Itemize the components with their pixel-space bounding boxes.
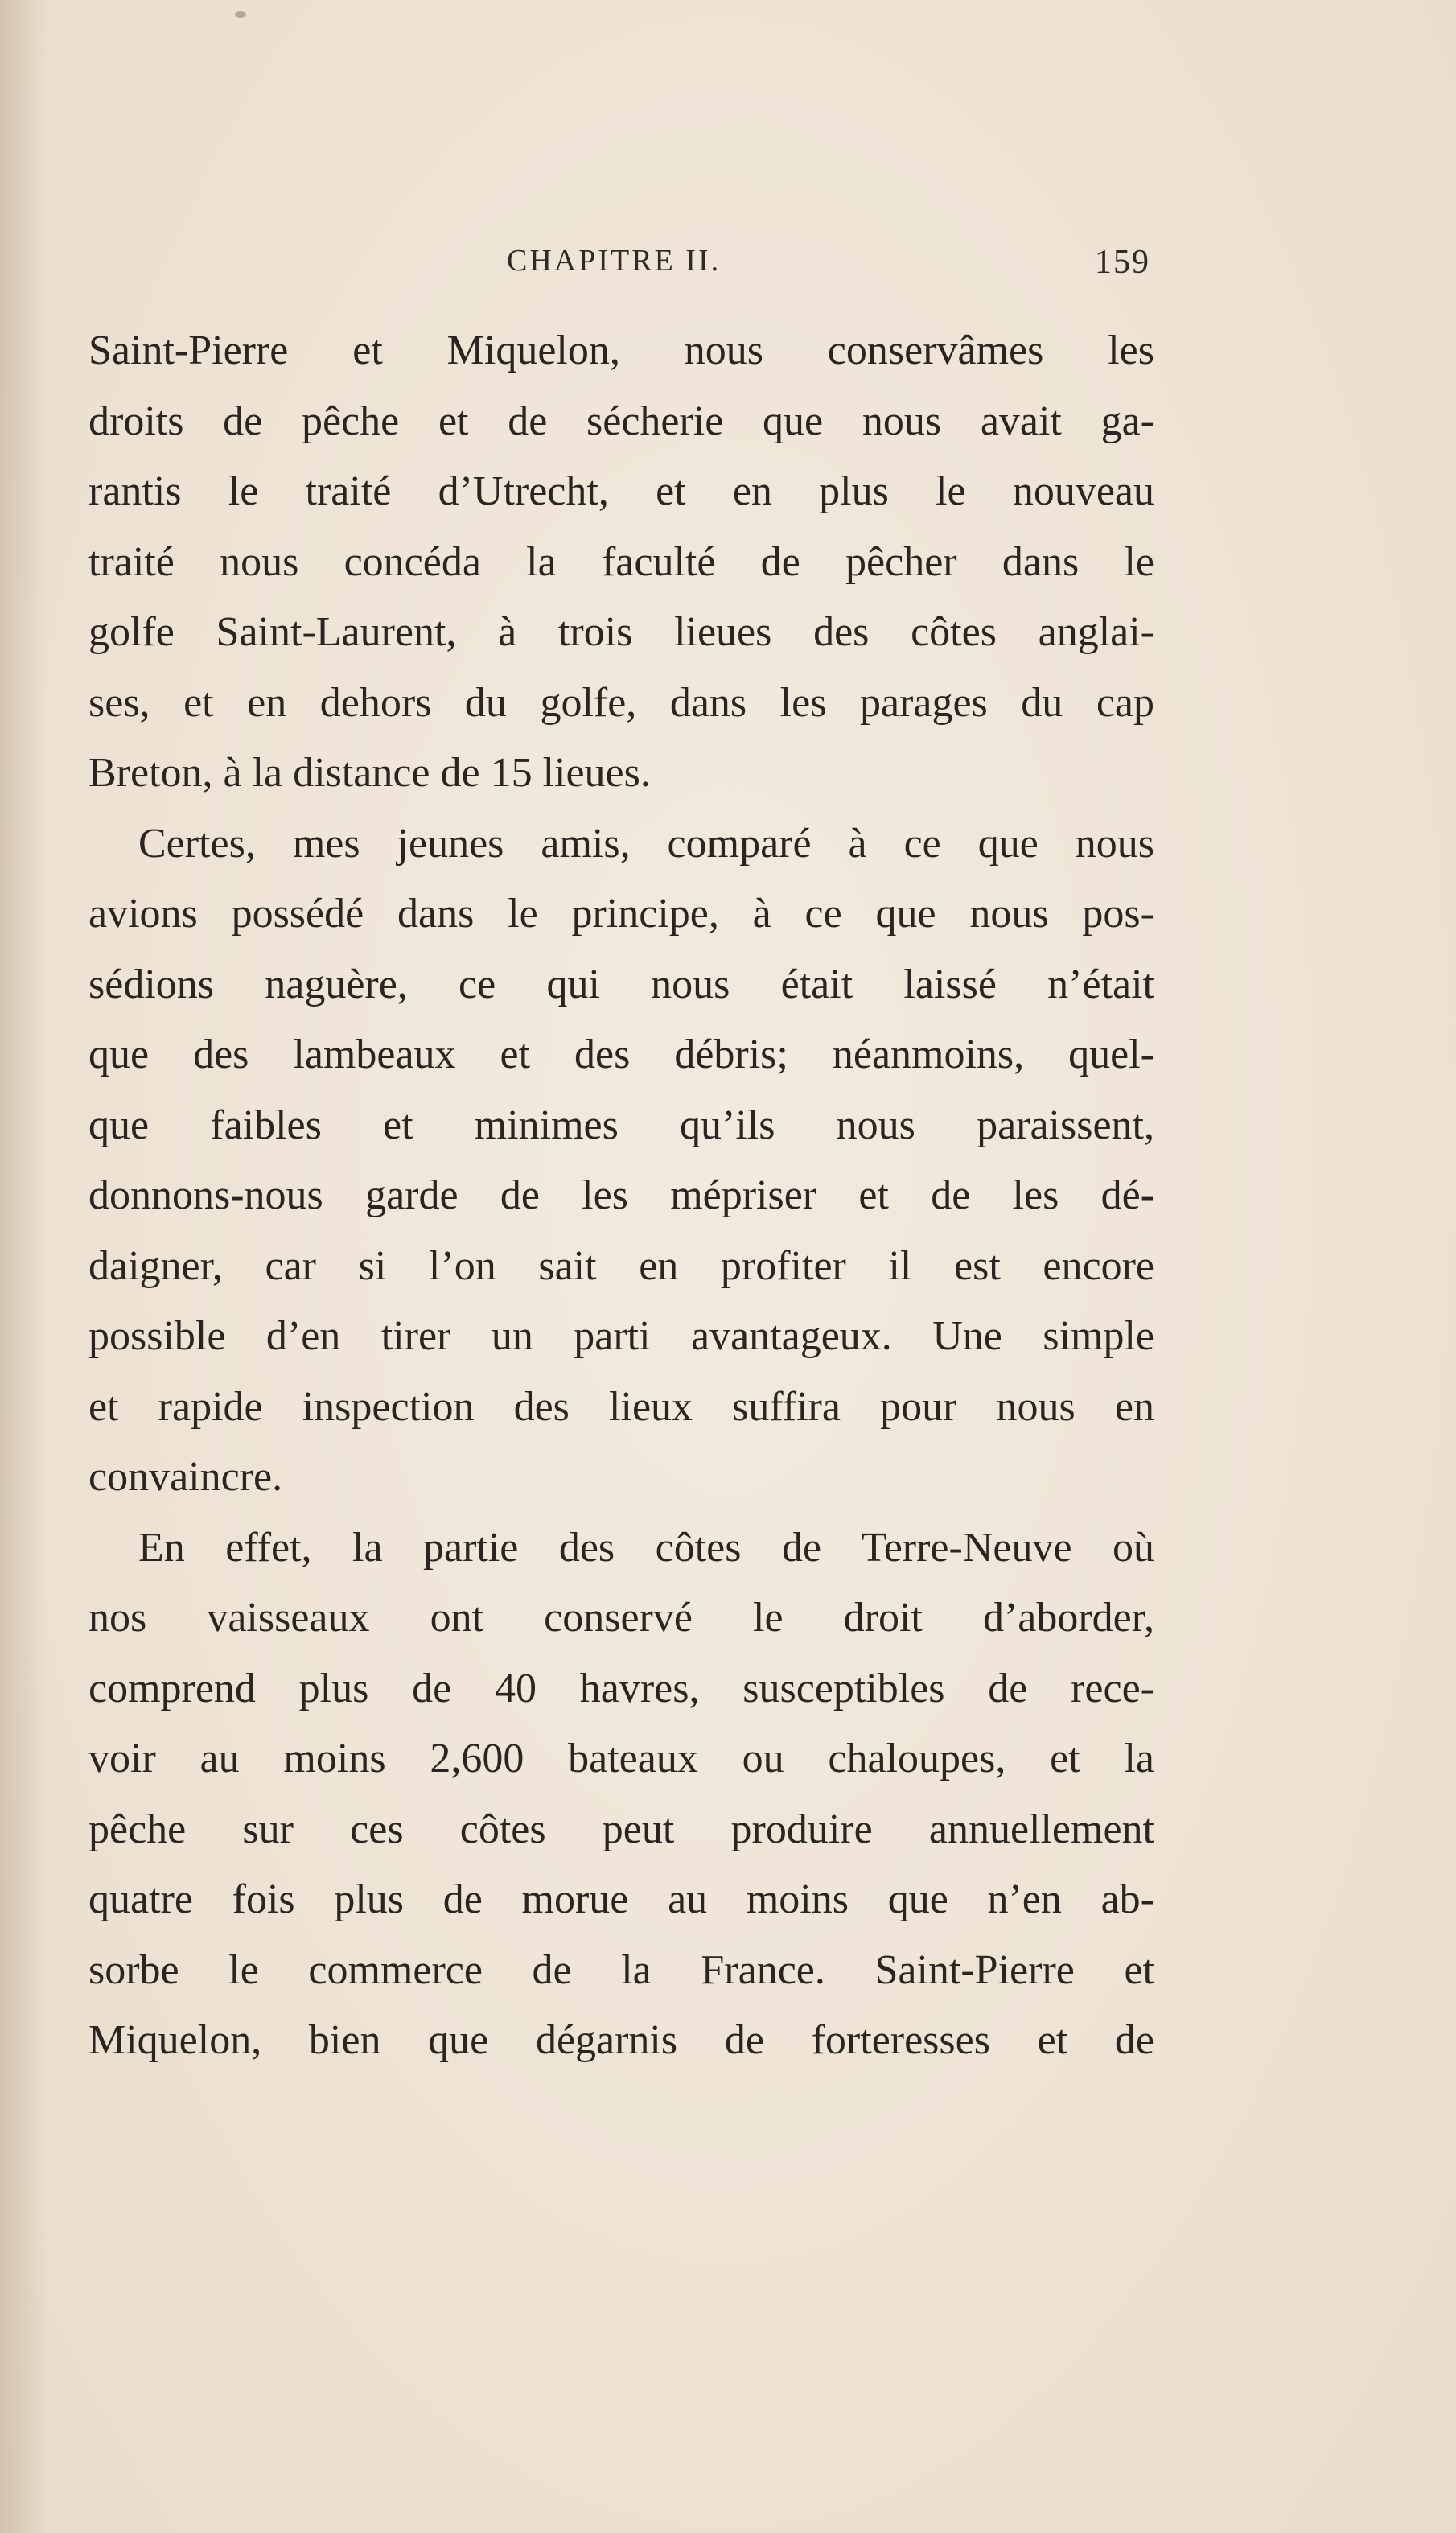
page-number: 159 <box>1095 244 1150 281</box>
paragraph-first-line: Certes, mes jeunes amis, comparé à ce que nous <box>138 820 1154 867</box>
text-line: Breton, à la distance de 15 lieues. <box>88 750 651 796</box>
text-line: que faibles et minimes qu’ils nous paraissent, <box>88 1102 1154 1148</box>
text-line: sédions naguère, ce qui nous était laissé n’était <box>88 961 1154 1007</box>
text-line: Saint-Pierre et Miquelon, nous conservâmes les <box>88 327 1154 373</box>
text-line: avions possédé dans le principe, à ce que nous pos- <box>88 891 1154 937</box>
text-line: ses, et en dehors du golfe, dans les parages du cap <box>88 679 1154 726</box>
chapter-title: CHAPITRE II. <box>507 244 722 278</box>
text-line: possible d’en tirer un parti avantageux. Une simple <box>88 1313 1154 1359</box>
text-line: et rapide inspection des lieux suffira pour nous en <box>88 1383 1154 1430</box>
text-line: daigner, car si l’on sait en profiter il est encore <box>88 1242 1154 1289</box>
text-line: quatre fois plus de morue au moins que n’en ab- <box>88 1876 1154 1922</box>
text-line: pêche sur ces côtes peut produire annuellement <box>88 1806 1154 1852</box>
text-line: golfe Saint-Laurent, à trois lieues des côtes anglai- <box>88 609 1154 655</box>
text-line: comprend plus de 40 havres, susceptibles de rece- <box>88 1665 1154 1711</box>
gutter-shadow <box>0 0 48 2533</box>
paper-speck <box>235 11 246 18</box>
paragraph-first-line: En effet, la partie des côtes de Terre-Neuve où <box>138 1524 1154 1571</box>
text-line: que des lambeaux et des débris; néanmoins, quel- <box>88 1032 1154 1077</box>
text-line: donnons-nous garde de les mépriser et de les dé- <box>88 1172 1154 1218</box>
text-line: nos vaisseaux ont conservé le droit d’aborder, <box>88 1595 1154 1641</box>
text-line: convaincre. <box>88 1454 283 1500</box>
text-line: voir au moins 2,600 bateaux ou chaloupes, et la <box>88 1736 1154 1781</box>
running-head <box>88 243 1150 291</box>
text-line: droits de pêche et de sécherie que nous avait ga- <box>88 397 1154 444</box>
body-text <box>88 315 1154 2076</box>
text-line: rantis le traité d’Utrecht, et en plus le nouveau <box>88 468 1154 514</box>
text-line: Miquelon, bien que dégarnis de forteresses et de <box>88 2017 1154 2063</box>
text-line: sorbe le commerce de la France. Saint-Pierre et <box>88 1946 1154 1993</box>
text-line: traité nous concéda la faculté de pêcher dans le <box>88 538 1154 585</box>
